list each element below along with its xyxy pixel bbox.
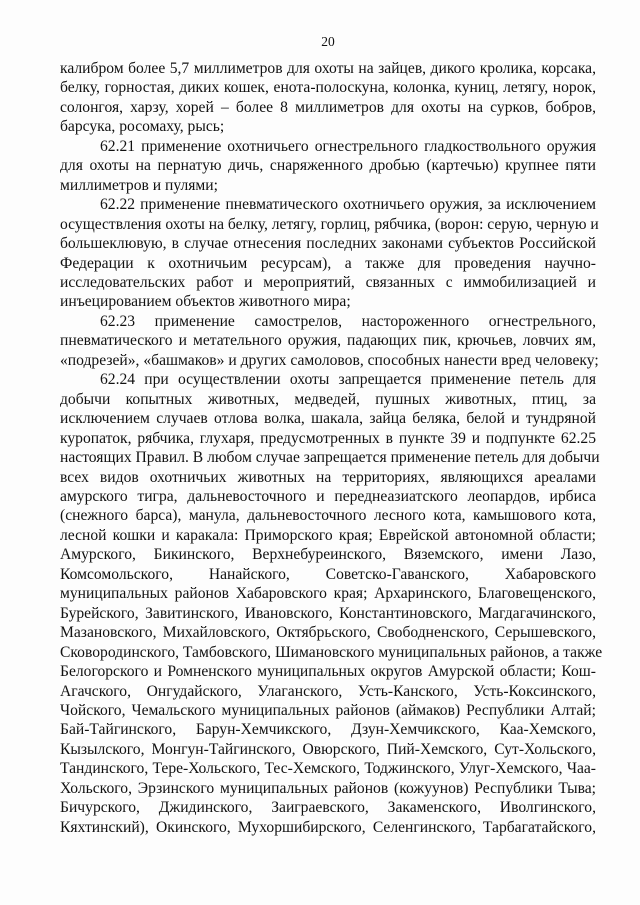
text-line: инъецированием объектов животного мира;	[60, 293, 351, 311]
text-line: муниципальных районов Хабаровского края; Архаринского, Благовещенского,	[60, 585, 596, 603]
text-line: 62.22 применение пневматического охотничьего оружия, за исключением	[100, 196, 596, 214]
text-line: Чойского, Чемальского муниципальных районов (аймаков) Республики Алтай;	[60, 701, 596, 719]
text-line: Кяхтинский), Окинского, Мухоршибирского, Селенгинского, Тарбагатайского,	[60, 818, 596, 836]
text-line: Бурейского, Завитинского, Ивановского, Константиновского, Магдагачинского,	[60, 604, 596, 622]
text-line: Амурского, Бикинского, Верхнебуреинского, Вяземского, имени Лазо,	[60, 546, 596, 564]
text-line: Тандинского, Тере-Хольского, Тес-Хемского, Тоджинского, Улуг-Хемского, Чаа-	[60, 760, 596, 778]
text-line: 62.23 применение самострелов, настороженного огнестрельного,	[100, 312, 596, 330]
text-line: всех видов охотничьих животных на территориях, являющихся ареалами	[60, 468, 596, 486]
text-line: амурского тигра, дальневосточного и переднеазиатского леопардов, ирбиса	[60, 487, 596, 505]
text-line: «подрезей», «башмаков» и других самоловов, способных нанести вред человеку;	[60, 351, 599, 369]
text-line: Бичурского, Джидинского, Заиграевского, Закаменского, Иволгинского,	[60, 799, 596, 817]
page-number: 20	[321, 34, 335, 49]
text-line: калибром более 5,7 миллиметров для охоты на зайцев, дикого кролика, корсака,	[60, 60, 596, 77]
text-line: лесной кошки и каракала: Приморского края; Еврейской автономной области;	[60, 526, 596, 544]
text-line: осуществления охоты на белку, летягу, горлиц, рябчика, (ворон: серую, черную и	[60, 215, 599, 233]
text-line: 62.21 применение охотничьего огнестрельного гладкоствольного оружия	[100, 137, 596, 155]
text-line: белку, горностая, диких кошек, енота-полоскуна, колонка, куниц, летягу, норок,	[60, 79, 596, 97]
text-line: Комсомольского, Нанайского, Советско-Гаванского, Хабаровского	[60, 565, 596, 583]
text-line: 62.24 при осуществлении охоты запрещается применение петель для	[100, 371, 596, 389]
text-line: добычи копытных животных, медведей, пушных животных, птиц, за	[60, 390, 596, 408]
text-line: Агачского, Онгудайского, Улаганского, Усть-Канского, Усть-Коксинского,	[60, 682, 596, 700]
document-body	[60, 59, 603, 837]
text-line: (снежного барса), манула, дальневосточного лесного кота, камышового кота,	[60, 507, 596, 525]
text-line: Белогорского и Ромненского муниципальных округов Амурской области; Кош-	[60, 663, 596, 681]
text-line: Кызылского, Монгун-Тайгинского, Овюрского, Пий-Хемского, Сут-Хольского,	[60, 740, 596, 758]
text-line: Федерации к охотничьим ресурсам), а также для проведения научно-	[60, 254, 596, 272]
text-line: для охоты на пернатую дичь, снаряженного дробью (картечью) крупнее пяти	[60, 157, 596, 175]
text-line: большеклювую, в случае отнесения последних законами субъектов Российской	[60, 235, 596, 253]
text-line: пневматического и метательного оружия, падающих пик, крючьев, ловчих ям,	[60, 332, 596, 350]
text-line: Хольского, Эрзинского муниципальных районов (кожуунов) Республики Тыва;	[60, 779, 596, 797]
text-line: Бай-Тайгинского, Барун-Хемчикского, Дзун-Хемчикского, Каа-Хемского,	[60, 721, 596, 739]
text-line: настоящих Правил. В любом случае запрещается применение петель для добычи	[60, 449, 600, 467]
text-line: Мазановского, Михайловского, Октябрьского, Свободненского, Серышевского,	[60, 624, 596, 642]
text-line: исследовательских работ и мероприятий, связанных с иммобилизацией и	[60, 273, 596, 291]
text-line: барсука, росомаху, рысь;	[60, 118, 225, 136]
text-line: исключением случаев отлова волка, шакала, зайца беляка, белой и тундряной	[60, 410, 596, 428]
text-line: Сковородинского, Тамбовского, Шимановского муниципальных районов, а также	[60, 643, 603, 661]
text-line: куропаток, рябчика, глухаря, предусмотренных в пункте 39 и подпункте 62.25	[60, 429, 596, 447]
text-line: солонгоя, харзу, хорей – более 8 миллиметров для охоты на сурков, бобров,	[60, 98, 596, 116]
text-line: миллиметров и пулями;	[60, 176, 218, 194]
